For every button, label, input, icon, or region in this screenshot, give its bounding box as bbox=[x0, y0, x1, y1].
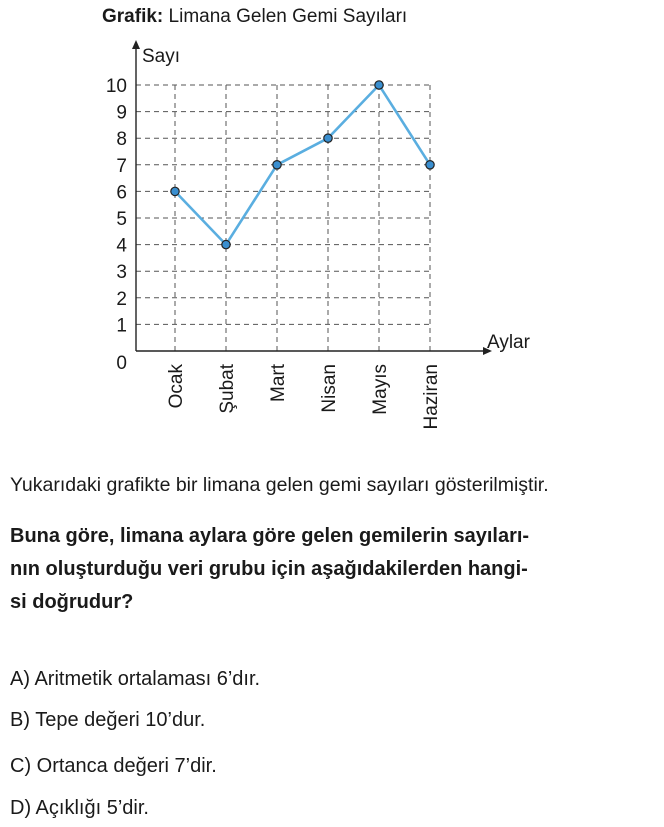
y-tick-label: 10 bbox=[105, 76, 127, 97]
question-line: Buna göre, limana aylara göre gelen gemilerin sayıları- bbox=[10, 525, 530, 547]
y-axis-arrow bbox=[132, 40, 140, 49]
option-a[interactable]: A) Aritmetik ortalaması 6’dır. bbox=[10, 668, 261, 690]
x-tick-label: Mart bbox=[268, 364, 289, 402]
data-point bbox=[273, 161, 281, 169]
x-axis-label: Aylar bbox=[487, 332, 530, 353]
data-point bbox=[222, 240, 230, 248]
y-tick-label: 6 bbox=[116, 182, 127, 204]
y-axis-label: Sayı bbox=[142, 46, 181, 67]
data-point bbox=[426, 161, 434, 169]
y-tick-label: 4 bbox=[116, 235, 127, 257]
y-tick-label: 7 bbox=[116, 155, 127, 177]
y-tick-label: 8 bbox=[116, 129, 127, 151]
option-d[interactable]: D) Açıklığı 5’dir. bbox=[10, 797, 149, 819]
x-tick-label: Nisan bbox=[319, 364, 340, 413]
x-tick-label: Ocak bbox=[166, 364, 187, 409]
y-tick-label: 1 bbox=[116, 315, 127, 337]
y-tick-label: 5 bbox=[116, 209, 127, 230]
data-point bbox=[375, 81, 383, 89]
question-line: nın oluşturduğu veri grubu için aşağıdakilerden hangi- bbox=[10, 558, 528, 580]
option-c[interactable]: C) Ortanca değeri 7’dir. bbox=[10, 755, 217, 777]
chart-title-text: Limana Gelen Gemi Sayıları bbox=[168, 6, 408, 27]
question-line: si doğrudur? bbox=[10, 591, 134, 613]
y-tick-label: 3 bbox=[116, 262, 127, 284]
x-tick-label: Mayıs bbox=[370, 364, 391, 415]
x-tick-label: Haziran bbox=[421, 364, 442, 430]
option-b[interactable]: B) Tepe değeri 10’dur. bbox=[10, 709, 206, 731]
y-tick-label: 2 bbox=[116, 288, 127, 310]
data-point bbox=[324, 134, 332, 142]
intro-text: Yukarıdaki grafikte bir limana gelen gemi sayıları gösterilmiştir. bbox=[10, 474, 549, 496]
x-tick-label: Şubat bbox=[217, 364, 238, 414]
y-tick-label: 9 bbox=[116, 102, 127, 124]
y-tick-label: 0 bbox=[116, 353, 127, 374]
question-text bbox=[10, 520, 656, 619]
chart-title-prefix: Grafik: bbox=[102, 6, 164, 27]
data-point bbox=[171, 187, 179, 195]
